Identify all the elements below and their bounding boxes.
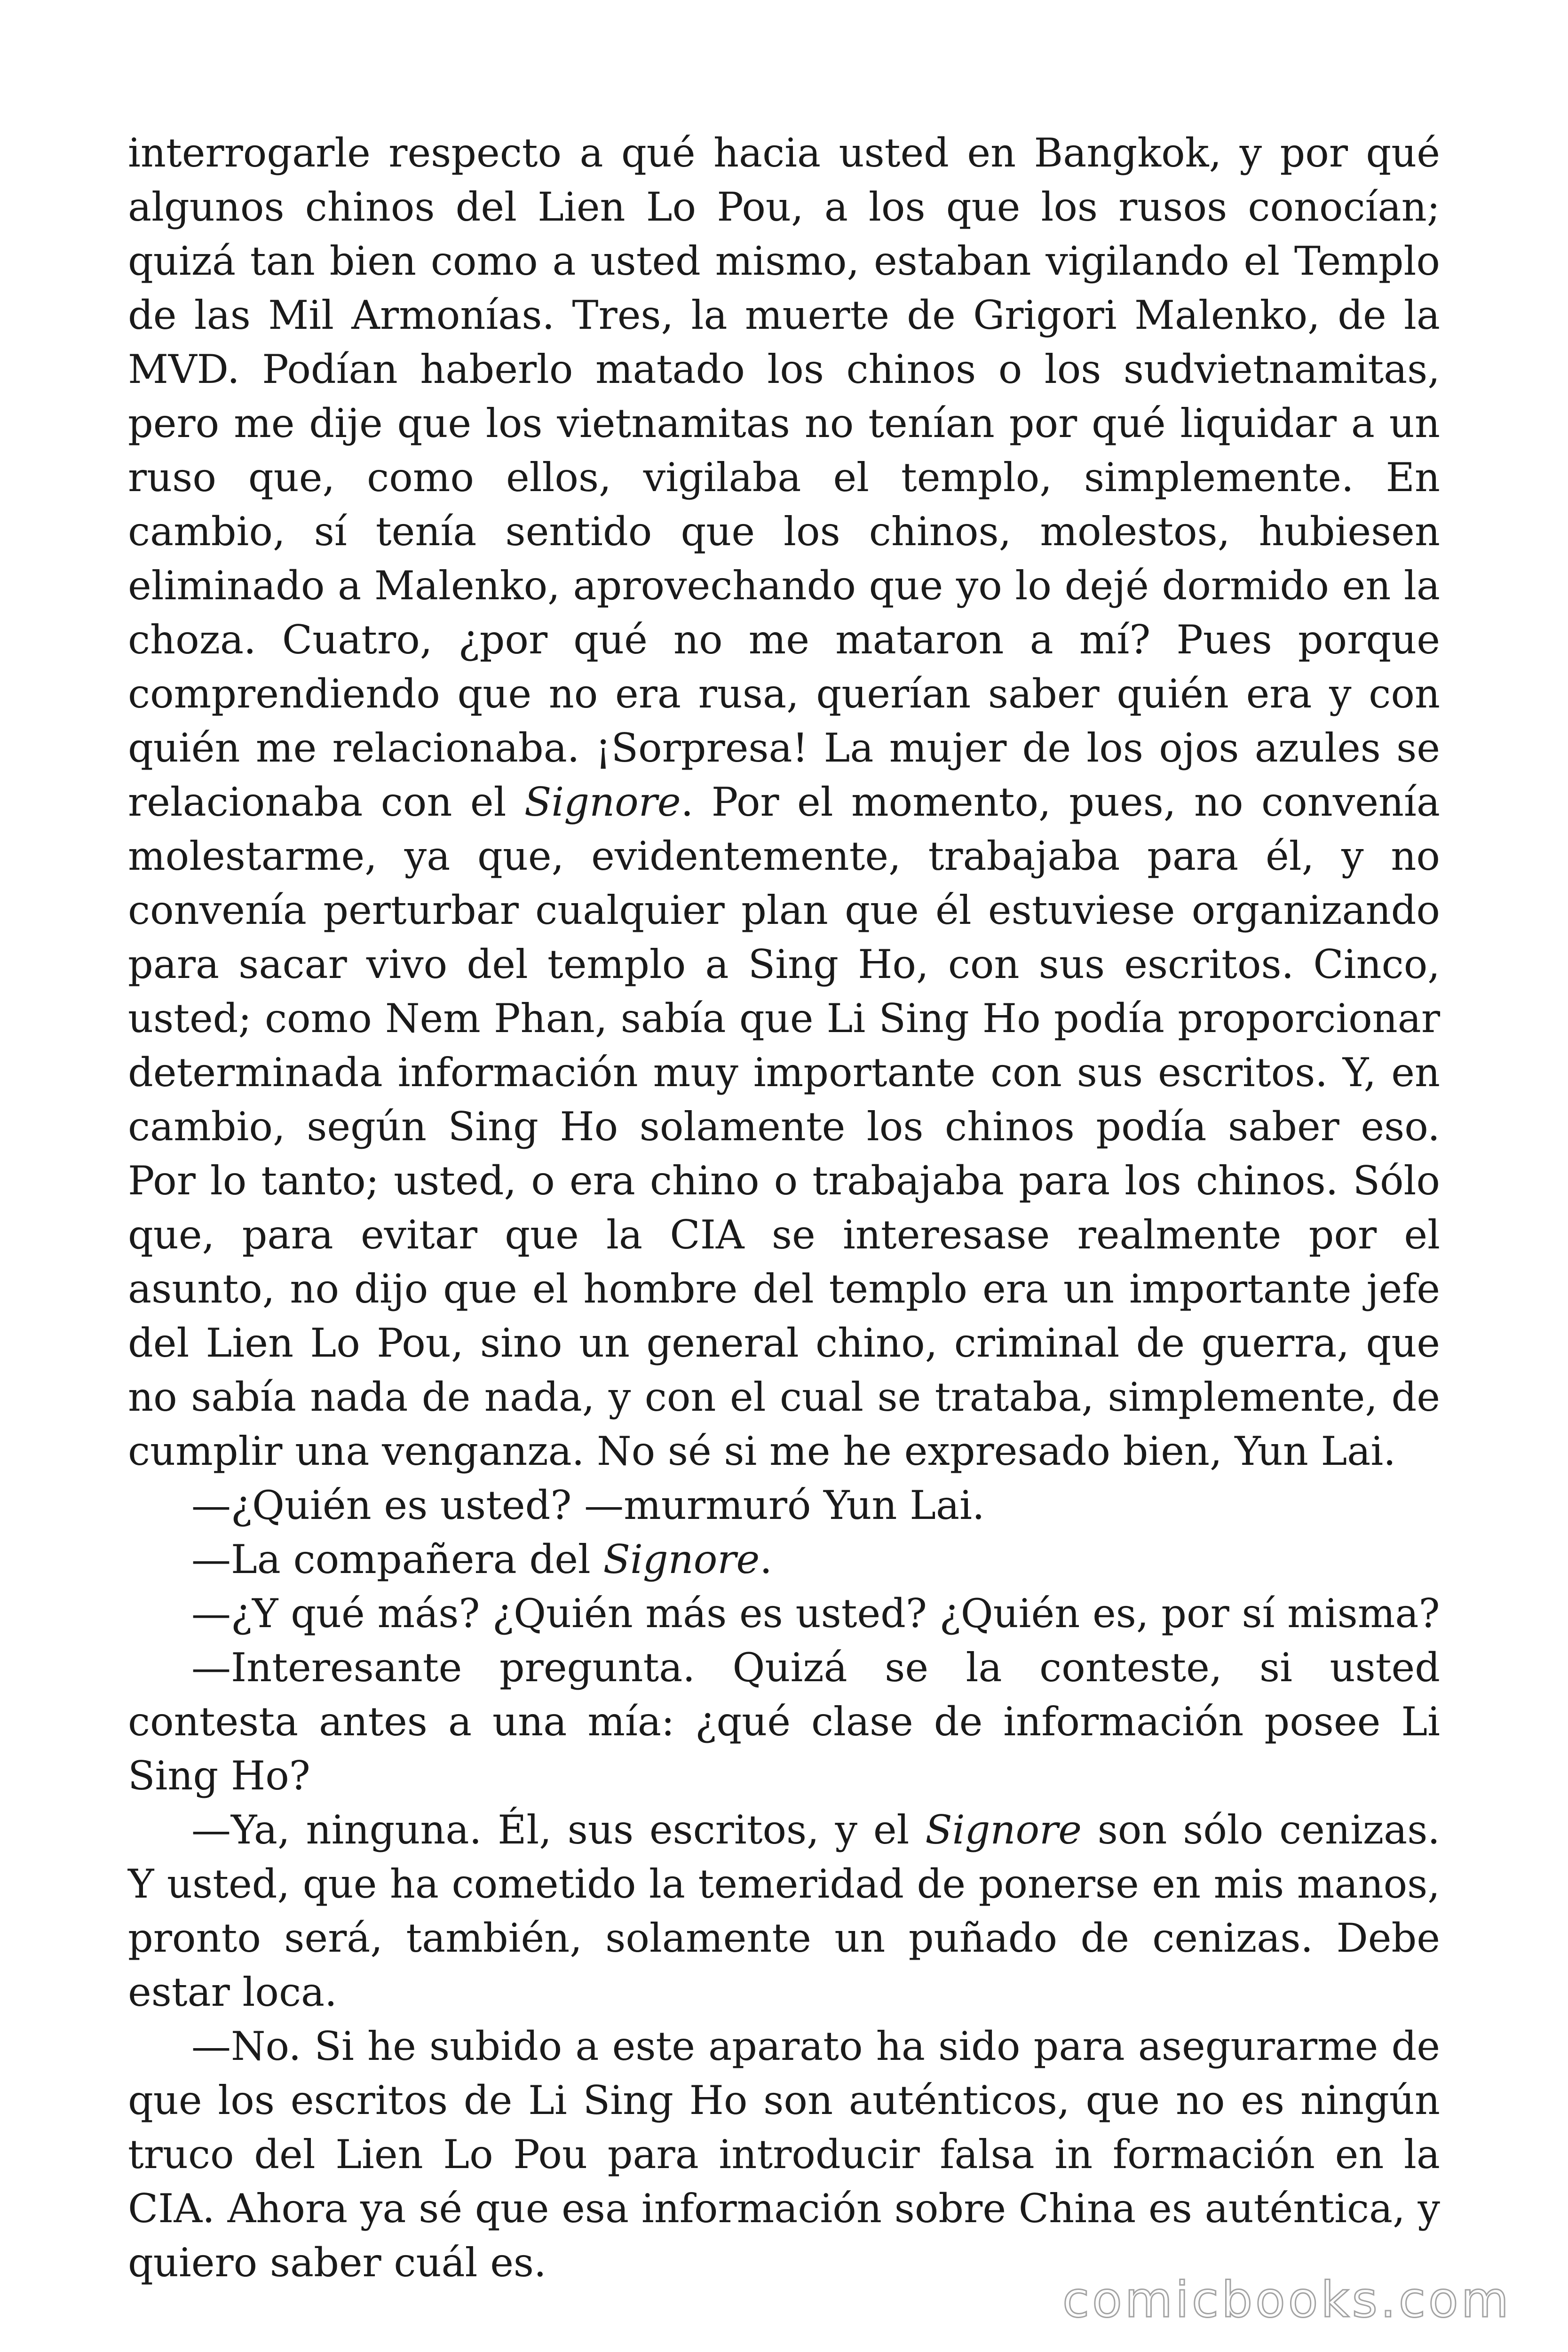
- paragraph-dialogue: [128, 1533, 1440, 1587]
- text-segment: —¿Quién es usted? —murmuró Yun Lai.: [191, 1482, 985, 1528]
- text-segment: —Interesante pregunta. Quizá se la conteste, si usted contesta antes a una mía: ¿qué clase de información posee Li Sing Ho?: [128, 1645, 1440, 1799]
- italic-segment: Signore: [925, 1807, 1082, 1853]
- text-segment: —No. Si he subido a este aparato ha sido para asegurarme de que los escritos de Li Sing Ho son auténticos, que no es ningún truco del Lien Lo Pou para introducir falsa in formación en la CIA. Ahora ya sé que esa información sobre China es auténtica, y quiero saber cuál es.: [128, 2023, 1440, 2286]
- text-segment: —¿Y qué más? ¿Quién más es usted? ¿Quién es, por sí misma?: [191, 1590, 1440, 1637]
- paragraph-dialogue: [128, 1641, 1440, 1803]
- text-segment: .: [760, 1536, 772, 1582]
- text-segment: —La compañera del: [191, 1536, 603, 1582]
- text-segment: interrogarle respecto a qué hacia usted en Bangkok, y por qué algunos chinos del Lien Lo Pou, a los que los rusos conocían; quizá tan bien como a usted mismo, estaban vigilando el Templo de las Mil Armonías. Tres, la muerte de Grigori Malenko, de la MVD. Podían haberlo matado los chinos o los sudvietnamitas, pero me dije que los vietnamitas no tenían por qué liquidar a un ruso que, como ellos, vigilaba el templo, simplemente. En cambio, sí tenía sentido que los chinos, molestos, hubiesen eliminado a Malenko, aprovechando que yo lo dejé dormido en la choza. Cuatro, ¿por qué no me mataron a mí? Pues porque comprendiendo que no era rusa, querían saber quién era y con quién me relacionaba. ¡Sorpresa! La mujer de los ojos azules se relacionaba con el: [128, 130, 1440, 825]
- text-segment: —Ya, ninguna. Él, sus escritos, y el: [191, 1807, 926, 1853]
- watermark-logo: comicbooks.com: [1062, 2271, 1512, 2328]
- paragraph-dialogue: [128, 1803, 1440, 2019]
- paragraph-dialogue: [128, 1478, 1440, 1533]
- text-segment: . Por el momento, pues, no convenía molestarme, ya que, evidentemente, trabajaba para él, y no convenía perturbar cualquier plan que él estuviese organizando para sacar vivo del templo a Sing Ho, con sus escritos. Cinco, usted; como Nem Phan, sabía que Li Sing Ho podía proporcionar determinada información muy importante con sus escritos. Y, en cambio, según Sing Ho solamente los chinos podía saber eso. Por lo tanto; usted, o era chino o trabajaba para los chinos. Sólo que, para evitar que la CIA se interesase realmente por el asunto, no dijo que el hombre del templo era un importante jefe del Lien Lo Pou, sino un general chino, criminal de guerra, que no sabía nada de nada, y con el cual se trataba, simplemente, de cumplir una venganza. No sé si me he expresado bien, Yun Lai.: [128, 779, 1440, 1474]
- italic-segment: Signore: [524, 779, 681, 825]
- text-segment: son sólo cenizas. Y usted, que ha cometido la temeridad de ponerse en mis manos, pronto será, también, solamente un puñado de cenizas. Debe estar loca.: [128, 1807, 1441, 2015]
- document-page: [128, 126, 1440, 2290]
- paragraph-narrative: [128, 126, 1440, 1478]
- paragraph-dialogue: [128, 2019, 1440, 2290]
- paragraph-dialogue: [128, 1587, 1440, 1641]
- italic-segment: Signore: [603, 1536, 760, 1582]
